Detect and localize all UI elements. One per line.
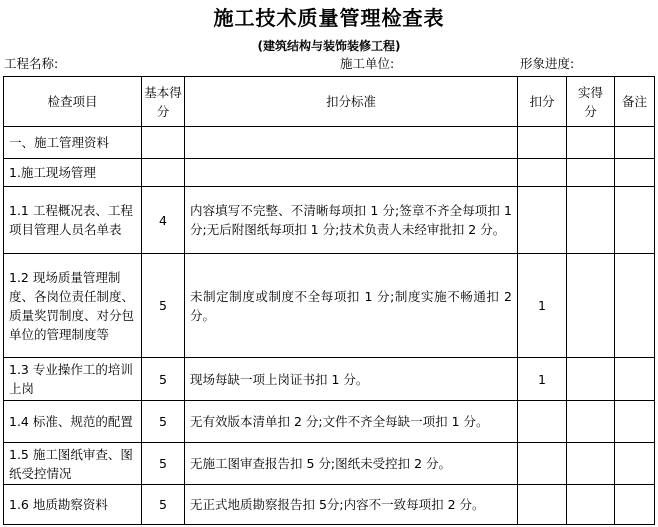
row-base-score: 5 <box>142 358 185 401</box>
row-remark <box>615 127 655 159</box>
row-base-score: 5 <box>142 401 185 443</box>
table-row <box>4 358 655 401</box>
table-row <box>4 485 655 525</box>
table-header-row <box>4 77 655 127</box>
row-remark <box>615 254 655 358</box>
row-criteria: 无施工图审查报告扣 5 分;图纸未受控扣 2 分。 <box>185 443 518 485</box>
row-item: 1.1 工程概况表、工程项目管理人员名单表 <box>4 187 142 254</box>
table-row <box>4 159 655 187</box>
row-item: 1.6 地质勘察资料 <box>4 485 142 525</box>
header-remark: 备注 <box>615 77 655 127</box>
row-actual-score <box>567 401 615 443</box>
row-criteria: 现场每缺一项上岗证书扣 1 分。 <box>185 358 518 401</box>
table-row <box>4 127 655 159</box>
row-deduction <box>518 443 567 485</box>
construction-unit-label: 施工单位: <box>340 56 395 71</box>
project-name-label: 工程名称: <box>4 56 59 71</box>
row-item: 一、施工管理资料 <box>4 127 142 159</box>
row-criteria: 内容填写不完整、不清晰每项扣 1 分;签章不齐全每项扣 1 分;无后附图纸每项扣 1 分;技术负责人未经审批扣 2 分。 <box>185 187 518 254</box>
row-item: 1.2 现场质量管理制度、各岗位责任制度、质量奖罚制度、对分包单位的管理制度等 <box>4 254 142 358</box>
row-deduction <box>518 187 567 254</box>
header-item: 检查项目 <box>4 77 142 127</box>
row-deduction <box>518 485 567 525</box>
row-base-score: 4 <box>142 187 185 254</box>
row-remark <box>615 187 655 254</box>
row-criteria: 未制定制度或制度不全每项扣 1 分;制度实施不畅通扣 2 分。 <box>185 254 518 358</box>
row-item: 1.施工现场管理 <box>4 159 142 187</box>
document-title: 施工技术质量管理检查表 <box>213 6 445 30</box>
row-criteria: 无正式地质勘察报告扣 5分;内容不一致每项扣 2 分。 <box>185 485 518 525</box>
row-criteria <box>185 159 518 187</box>
row-item: 1.3 专业操作工的培训上岗 <box>4 358 142 401</box>
document-subtitle: (建筑结构与装饰装修工程) <box>257 39 401 53</box>
header-deduction: 扣分 <box>518 77 567 127</box>
table-row <box>4 254 655 358</box>
row-actual-score <box>567 443 615 485</box>
row-actual-score <box>567 127 615 159</box>
row-base-score: 5 <box>142 443 185 485</box>
row-deduction: 1 <box>518 254 567 358</box>
row-base-score <box>142 127 185 159</box>
row-criteria <box>185 127 518 159</box>
inspection-table <box>3 76 655 525</box>
table-row <box>4 401 655 443</box>
table-row <box>4 443 655 485</box>
row-deduction <box>518 401 567 443</box>
row-criteria: 无有效版本清单扣 2 分;文件不齐全每缺一项扣 1 分。 <box>185 401 518 443</box>
row-base-score <box>142 159 185 187</box>
header-base-score: 基本得分 <box>142 77 185 127</box>
row-deduction: 1 <box>518 358 567 401</box>
row-deduction <box>518 127 567 159</box>
row-item: 1.4 标准、规范的配置 <box>4 401 142 443</box>
row-actual-score <box>567 254 615 358</box>
row-remark <box>615 443 655 485</box>
row-remark <box>615 358 655 401</box>
header-criteria: 扣分标准 <box>185 77 518 127</box>
row-item: 1.5 施工图纸审查、图纸受控情况 <box>4 443 142 485</box>
row-remark <box>615 159 655 187</box>
row-deduction <box>518 159 567 187</box>
progress-label: 形象进度: <box>520 56 575 71</box>
row-actual-score <box>567 485 615 525</box>
row-actual-score <box>567 187 615 254</box>
row-base-score: 5 <box>142 254 185 358</box>
row-remark <box>615 485 655 525</box>
row-base-score: 5 <box>142 485 185 525</box>
row-actual-score <box>567 358 615 401</box>
header-actual-score: 实得分 <box>567 77 615 127</box>
row-actual-score <box>567 159 615 187</box>
row-remark <box>615 401 655 443</box>
table-row <box>4 187 655 254</box>
